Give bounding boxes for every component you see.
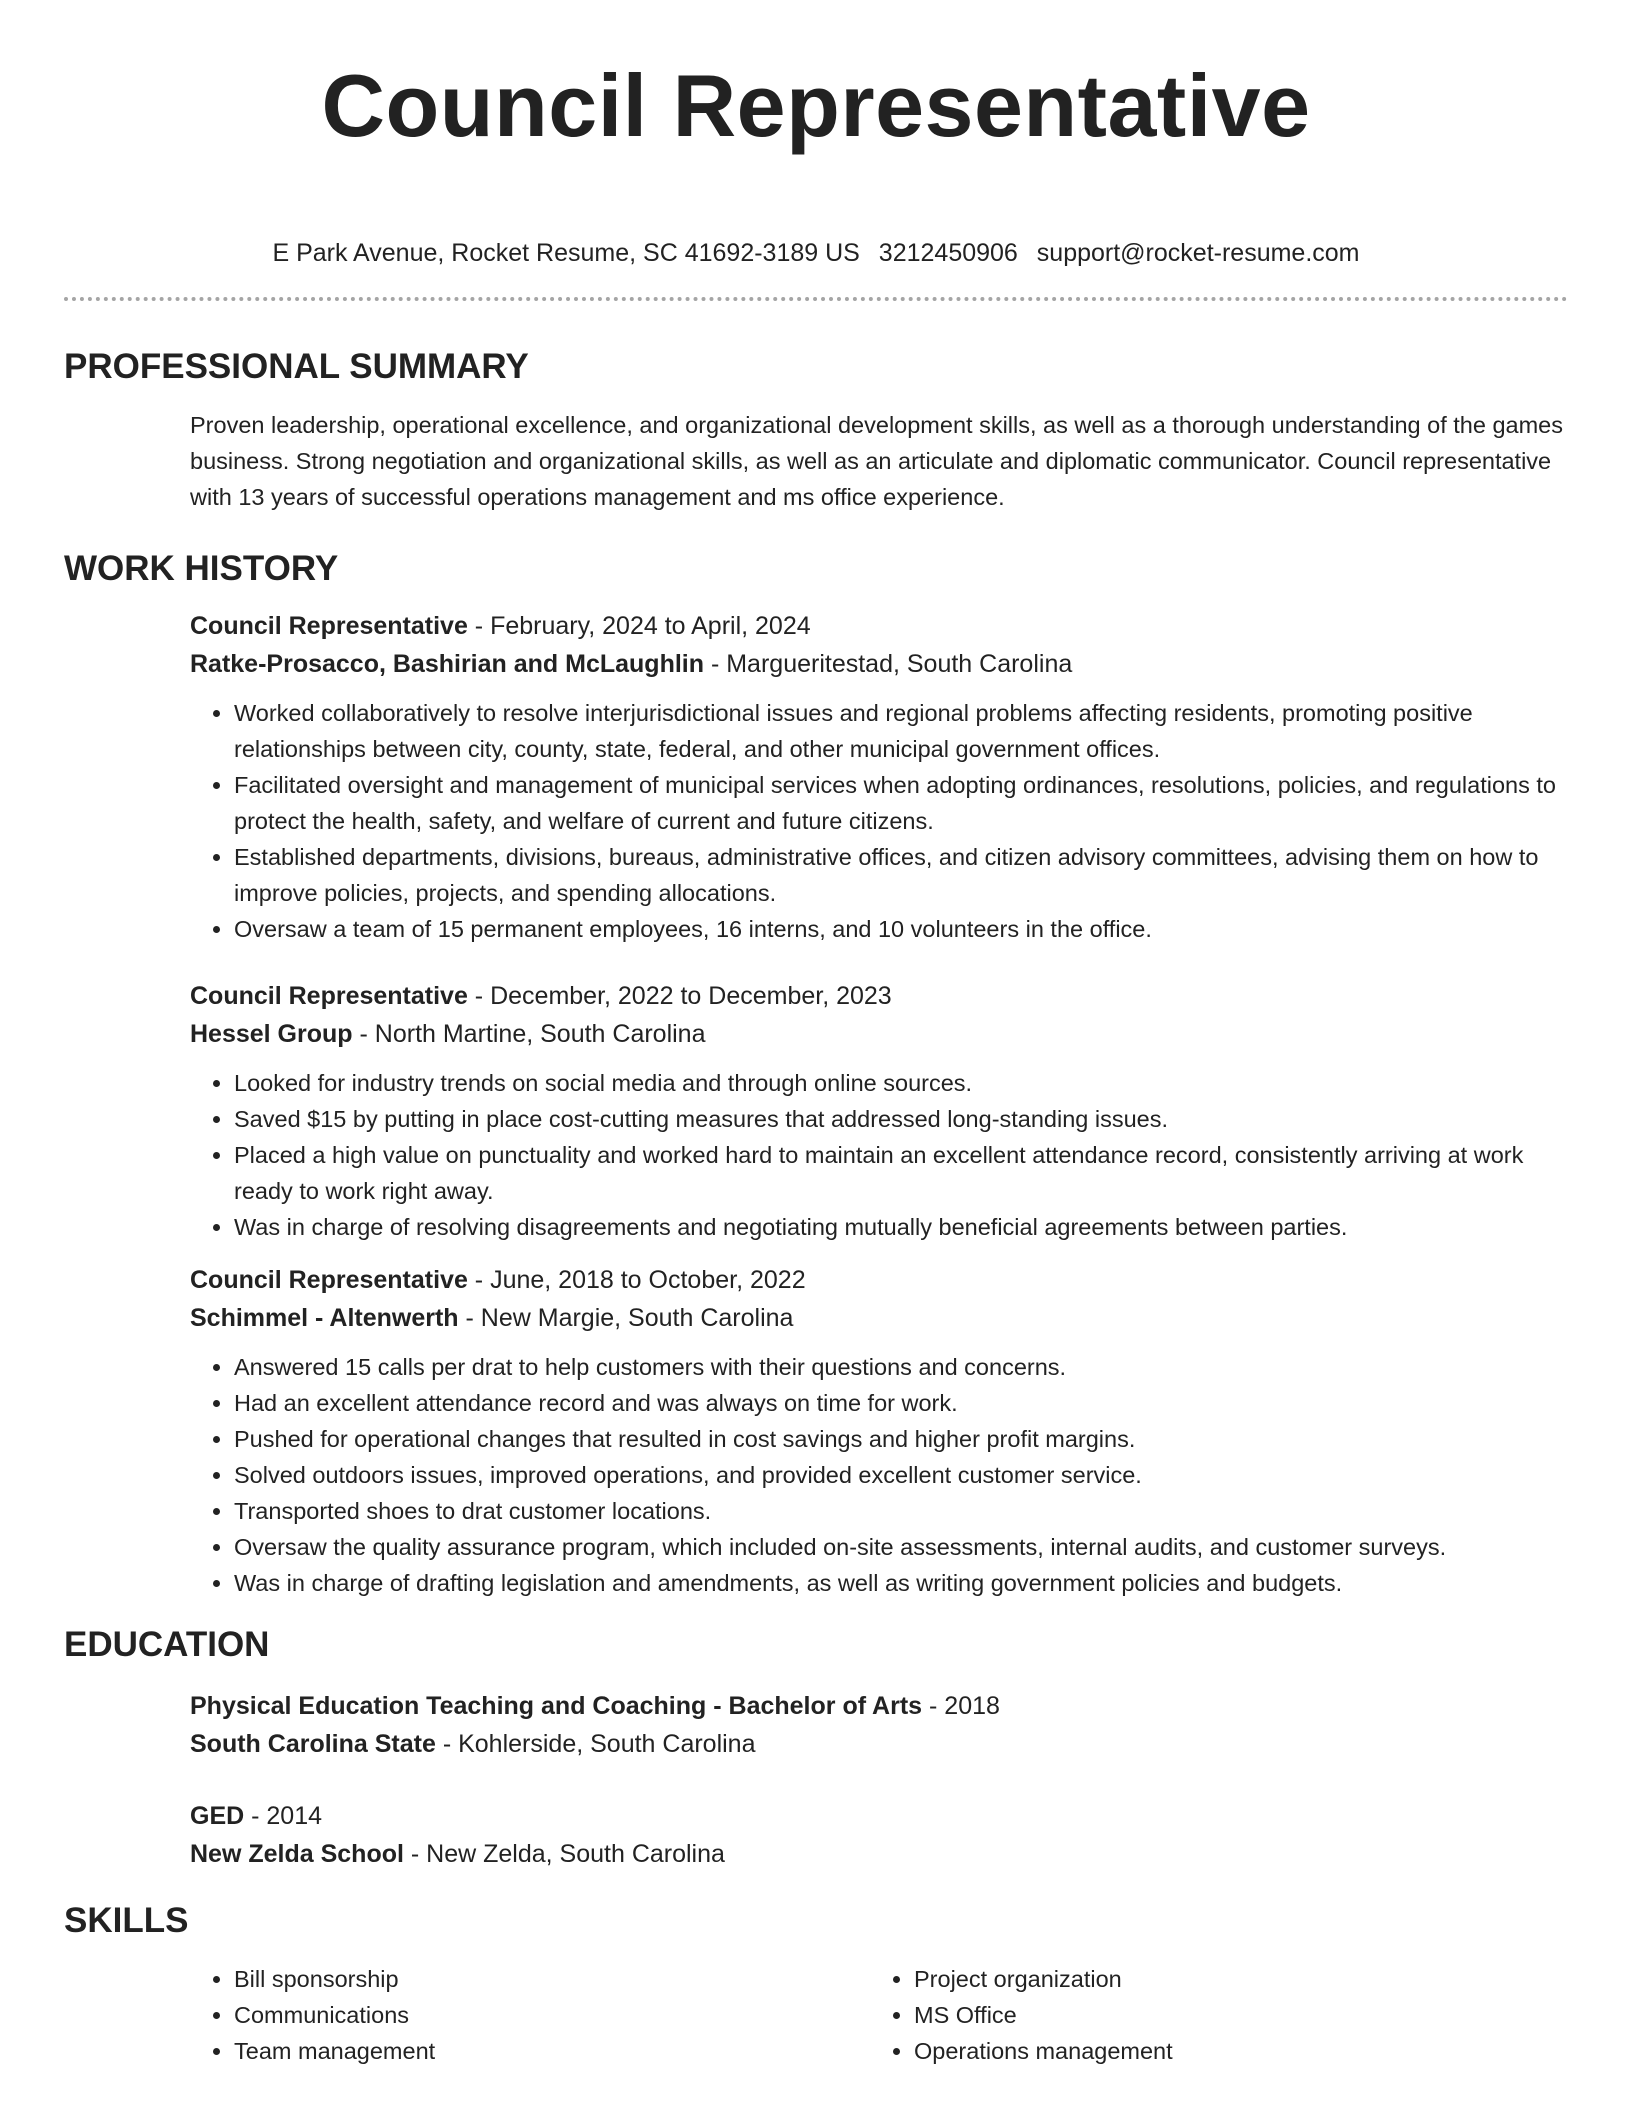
job-dates: - June, 2018 to October, 2022 — [467, 1266, 806, 1294]
list-item: • Had an excellent attendance record and was always on time for work. — [234, 1385, 1568, 1421]
job-company-line — [190, 645, 1568, 683]
job-bullets — [190, 695, 1568, 947]
job-location: - Margueritestad, South Carolina — [704, 650, 1073, 678]
skills-title: SKILLS — [64, 1901, 189, 1940]
job-entry — [190, 1261, 1568, 1601]
list-item: • Was in charge of resolving disagreements and negotiating mutually beneficial agreements between parties. — [234, 1209, 1568, 1245]
education-year: - 2018 — [922, 1692, 1000, 1720]
education-title: EDUCATION — [64, 1625, 270, 1664]
summary-section — [64, 345, 1568, 515]
candidate-name: Council Representative — [321, 56, 1311, 155]
list-item: • Oversaw the quality assurance program, which included on-site assessments, internal audits, and customer surveys. — [234, 1529, 1568, 1565]
list-item: • Was in charge of drafting legislation and amendments, as well as writing government policies and budgets. — [234, 1565, 1568, 1601]
summary-title: PROFESSIONAL SUMMARY — [64, 347, 529, 386]
list-item: • Looked for industry trends on social media and through online sources. — [234, 1065, 1568, 1101]
job-entry — [190, 977, 1568, 1245]
skills-column-right — [870, 1961, 1550, 2069]
list-item: • Oversaw a team of 15 permanent employees, 16 interns, and 10 volunteers in the office. — [234, 911, 1568, 947]
education-section — [64, 1623, 1568, 1873]
contact-email: support@rocket-resume.com — [1036, 239, 1360, 267]
list-item: • Operations management — [914, 2033, 1550, 2069]
list-item: • Solved outdoors issues, improved operations, and provided excellent customer service. — [234, 1457, 1568, 1493]
education-school-line — [190, 1725, 1568, 1763]
contact-address: E Park Avenue, Rocket Resume, SC 41692-3189 US — [272, 239, 860, 267]
education-degree: GED — [190, 1802, 245, 1830]
work-title: WORK HISTORY — [64, 549, 339, 588]
list-item: • Established departments, divisions, bureaus, administrative offices, and citizen advisory committees, advising them on how to improve policies, projects, and spending allocations. — [234, 839, 1568, 911]
education-location: - New Zelda, South Carolina — [403, 1840, 725, 1868]
education-degree-line — [190, 1687, 1568, 1725]
list-item: • Project organization — [914, 1961, 1550, 1997]
list-item: • Team management — [234, 2033, 870, 2069]
education-school: South Carolina State — [190, 1730, 436, 1758]
job-company: Schimmel - Altenwerth — [190, 1304, 459, 1332]
list-item: • Saved $15 by putting in place cost-cutting measures that addressed long-standing issues. — [234, 1101, 1568, 1137]
education-degree: Physical Education Teaching and Coaching - Bachelor of Arts — [190, 1692, 923, 1720]
job-location: - North Martine, South Carolina — [352, 1020, 706, 1048]
job-bullets — [190, 1349, 1568, 1601]
list-item: • Transported shoes to drat customer locations. — [234, 1493, 1568, 1529]
list-item: • Bill sponsorship — [234, 1961, 870, 1997]
job-company: Ratke-Prosacco, Bashirian and McLaughlin — [190, 650, 705, 678]
job-company-line — [190, 1299, 1568, 1337]
list-item: • Facilitated oversight and management of municipal services when adopting ordinances, resolutions, policies, and regulations to protect the health, safety, and welfare of current and future citizens. — [234, 767, 1568, 839]
work-section — [64, 547, 1568, 1601]
education-year: - 2014 — [244, 1802, 323, 1830]
education-entry — [190, 1687, 1568, 1763]
contact-phone: 3212450906 — [878, 239, 1018, 267]
contact-line — [64, 236, 1568, 270]
job-role-line — [190, 977, 1568, 1015]
header-divider — [64, 297, 1568, 301]
list-item: • MS Office — [914, 1997, 1550, 2033]
summary-text: Proven leadership, operational excellence, and organizational development skills, as well as a thorough understanding of the games business. Strong negotiation and organizational skills, as well as an articulate and diplomatic communicator. Council representative with 13 years of successful operations management and ms office experience. — [190, 412, 1563, 510]
education-entry — [190, 1797, 1568, 1873]
education-school: New Zelda School — [190, 1840, 404, 1868]
list-item: • Worked collaboratively to resolve interjurisdictional issues and regional problems affecting residents, promoting positive relationships between city, county, state, federal, and other municipal government offices. — [234, 695, 1568, 767]
job-role: Council Representative — [190, 982, 468, 1010]
list-item: • Communications — [234, 1997, 870, 2033]
job-role-line — [190, 607, 1568, 645]
skills-column-left — [190, 1961, 870, 2069]
job-company-line — [190, 1015, 1568, 1053]
job-location: - New Margie, South Carolina — [458, 1304, 794, 1332]
list-item: • Pushed for operational changes that resulted in cost savings and higher profit margins. — [234, 1421, 1568, 1457]
education-degree-line — [190, 1797, 1568, 1835]
list-item: • Placed a high value on punctuality and worked hard to maintain an excellent attendance record, consistently arriving at work ready to work right away. — [234, 1137, 1568, 1209]
job-role-line — [190, 1261, 1568, 1299]
job-dates: - February, 2024 to April, 2024 — [467, 612, 811, 640]
job-role: Council Representative — [190, 612, 468, 640]
job-role: Council Representative — [190, 1266, 468, 1294]
job-company: Hessel Group — [190, 1020, 353, 1048]
education-school-line — [190, 1835, 1568, 1873]
skills-section — [64, 1899, 1568, 2069]
job-bullets — [190, 1065, 1568, 1245]
job-dates: - December, 2022 to December, 2023 — [467, 982, 892, 1010]
job-entry — [190, 607, 1568, 947]
list-item: • Answered 15 calls per drat to help customers with their questions and concerns. — [234, 1349, 1568, 1385]
education-location: - Kohlerside, South Carolina — [435, 1730, 756, 1758]
skills-grid — [190, 1961, 1568, 2069]
